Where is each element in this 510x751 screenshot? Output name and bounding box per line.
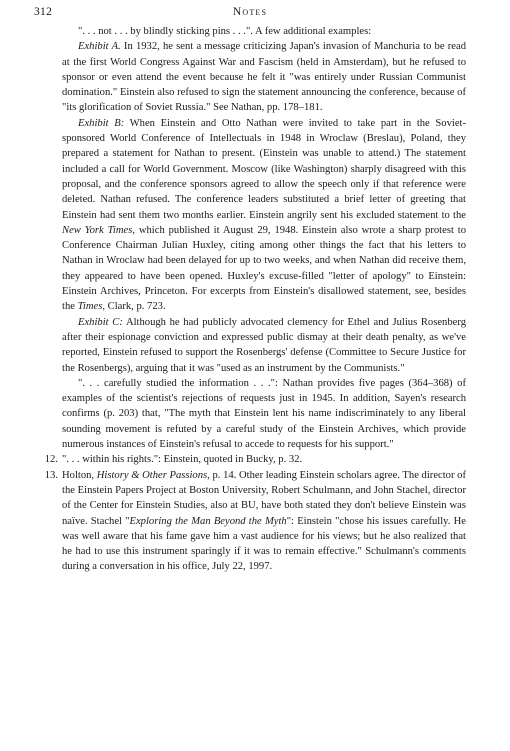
exhibit-label: Exhibit B: — [78, 117, 125, 129]
note-text: , p. 14. Other leading Einstein scholars agree. The director of the Einstein Papers Project at Boston University, Robert Schulmann, and John Stachel, director of the Center for Einstein Studies, also at BU, have both stated they don't believe Einstein was naïve. Stachel " — [62, 469, 466, 527]
note-text: ". . . within his rights.": Einstein, quoted in Bucky, p. 32. — [62, 454, 303, 466]
notes-body — [44, 24, 466, 575]
paragraph-exhibit-a — [62, 39, 466, 115]
publication-title: Times — [77, 301, 103, 313]
paragraph-text: , which published it August 29, 1948. Einstein also wrote a sharp protest to Conference Chairman Julian Huxley, citing among other things the fact that his letters to Nathan in Wroclaw had been delayed for up to two weeks, and when Nathan did receive them, they appeared to have been opened. Huxley's excuse-filled "letter of apology" to Einstein: Einstein Archives, Princeton. For excerpts from Einstein's disallowed statement, see, besides the — [62, 224, 466, 313]
note-number: 13. — [44, 469, 58, 481]
exhibit-label: Exhibit A. — [78, 41, 121, 53]
note-text: ": Einstein "chose his issues carefully. He was well aware that his fame gave him a vast audience for his views; but he also realized that he had to use this instrument sparingly if it was to remain effective." Schulmann's comments during a conversation in his office, July 22, 1997. — [62, 515, 466, 573]
paragraph-careful-study — [62, 376, 466, 452]
paragraph-intro — [62, 24, 466, 39]
paragraph-exhibit-b — [62, 116, 466, 315]
paragraph-text: In 1932, he sent a message criticizing Japan's invasion of Manchuria to be read at the first World Congress Against War and Fascism (held in Amsterdam), but he refused to sponsor or even attend the event because he felt it "was entirely under Russian Communist domination." Einstein also refused to sign the statement announcing the conference, because of "its glorification of Soviet Russia." See Nathan, pp. 178–181. — [62, 41, 466, 114]
paragraph-text: ". . . carefully studied the information . . .": Nathan provides five pages (364–368) of examples of the scientist's rejections of requests just in 1945. In addition, Sayen's research confirms (p. 203) that, "The myth that Einstein lent his name indiscriminately to any liberal sounding movement is refuted by a careful study of the Einstein Archives, which provide numerous instances of Einstein's refusal to accede to requests for his support." — [62, 377, 466, 451]
paragraph-text: ". . . not . . . by blindly sticking pins . . .". A few additional examples: — [78, 26, 372, 37]
paragraph-exhibit-c — [62, 315, 466, 376]
publication-title: New York Times — [62, 224, 133, 236]
note-12 — [44, 452, 466, 467]
paragraph-text: , Clark, p. 723. — [102, 301, 166, 313]
note-number: 12. — [44, 454, 58, 466]
running-head: Notes — [232, 6, 268, 18]
paragraph-text: Although he had publicly advocated clemency for Ethel and Julius Rosenberg after their espionage conviction and expressed public dismay at their death penalty, as we've reported, Einstein refused to support the Rosenbergs' defense (Committee to Secure Justice for the Rosenbergs), arguing that it was "used as an instrument by the Communists." — [62, 316, 466, 374]
note-text: Holton, — [62, 469, 97, 481]
book-title: Exploring the Man Beyond the Myth — [129, 515, 287, 527]
paragraph-text: When Einstein and Otto Nathan were invited to take part in the Soviet-sponsored World Conference of Intellectuals in 1948 in Wroclaw (Breslau), Poland, they prepared a statement for Nathan to present. (Einstein was unable to attend.) The statement included a call for World Government. Moscow (like Washington) sharply disagreed with this proposal, and the conference sponsors agreed to allow the speech only if that reference were deleted. Nathan refused. The conference leaders substituted a brief letter of greeting that Einstein had sent them two months earlier. Einstein angrily sent his excluded statement to the — [62, 117, 466, 221]
exhibit-label: Exhibit C: — [78, 316, 123, 328]
note-13 — [44, 468, 466, 575]
page-number: 312 — [34, 6, 53, 18]
book-title: History & Other Passions — [96, 469, 208, 481]
page-header — [34, 6, 466, 22]
